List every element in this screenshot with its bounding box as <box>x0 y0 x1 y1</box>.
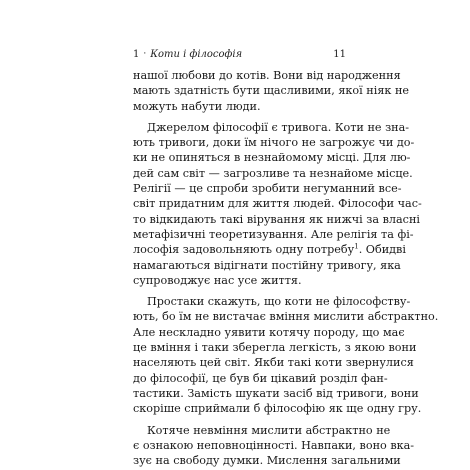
text-line: це вміння і таки зберегла легкість, з якою вони <box>133 341 417 355</box>
body-text <box>133 68 439 470</box>
text-line: населяють цей світ. Якби такі коти звернулися <box>133 356 414 370</box>
text-line: Релігії — це спроби зробити негуманний все- <box>133 182 402 196</box>
paragraph <box>133 423 415 469</box>
text-line: є ознакою неповноцінності. Навпаки, воно вка- <box>133 438 415 452</box>
text-line: Простаки скажуть, що коти не філософству- <box>147 295 411 309</box>
text-line-with-footnote <box>133 242 406 257</box>
text-line: метафізичні теоретизування. Але релігія та фі- <box>133 227 414 241</box>
running-head-left <box>133 49 242 60</box>
text-line: дей сам світ — загрозливе та незнайоме місце. <box>133 166 413 180</box>
chapter-number: 1 <box>133 48 140 60</box>
text-line: то відкидають такі вірування як нижчі за власні <box>133 212 420 226</box>
text-segment: лософія задовольняють одну потребу <box>133 243 355 257</box>
chapter-title: Коти і філософія <box>150 48 243 60</box>
text-line: нашої любови до котів. Вони від народження <box>133 69 401 82</box>
text-line: ки не опиняться в незнайомому місці. Для лю- <box>133 151 411 165</box>
separator-dot: · <box>143 49 147 59</box>
footnote-mark[interactable]: 1 <box>354 242 359 251</box>
page-number: 11 <box>333 48 346 60</box>
paragraph <box>133 294 439 416</box>
text-line: супроводжує нас усе життя. <box>133 273 302 287</box>
text-line: ють, бо їм не вистачає вміння мислити абстрактно. <box>133 310 439 324</box>
text-line: світ придатним для життя людей. Філософи час- <box>133 197 422 211</box>
text-line: Котяче невміння мислити абстрактно не <box>147 423 391 437</box>
text-line: Але нескладно уявити котячу породу, що має <box>133 325 405 339</box>
paragraph <box>133 68 410 114</box>
text-line: намагаються відігнати постійну тривогу, яка <box>133 258 401 272</box>
text-line: мають здатність бути щасливими, якої ніяк не <box>133 84 410 98</box>
running-head <box>133 47 346 61</box>
text-line: скоріше сприймали б філософію як ще одну гру. <box>133 402 422 416</box>
text-line: зує на свободу думки. Мислення загальними <box>133 454 401 468</box>
text-line: Джерелом філософії є тривога. Коти не зна- <box>147 120 410 134</box>
text-line: ють тривоги, доки їм нічого не загрожує чи до- <box>133 136 415 150</box>
text-line: до філософії, це був би цікавий розділ фан- <box>133 371 388 385</box>
paragraph <box>133 120 422 288</box>
text-line: тастики. Замість шукати засіб від тривоги, вони <box>133 386 419 400</box>
text-segment: . Обидві <box>358 243 406 257</box>
text-line: можуть набути люди. <box>133 99 261 113</box>
